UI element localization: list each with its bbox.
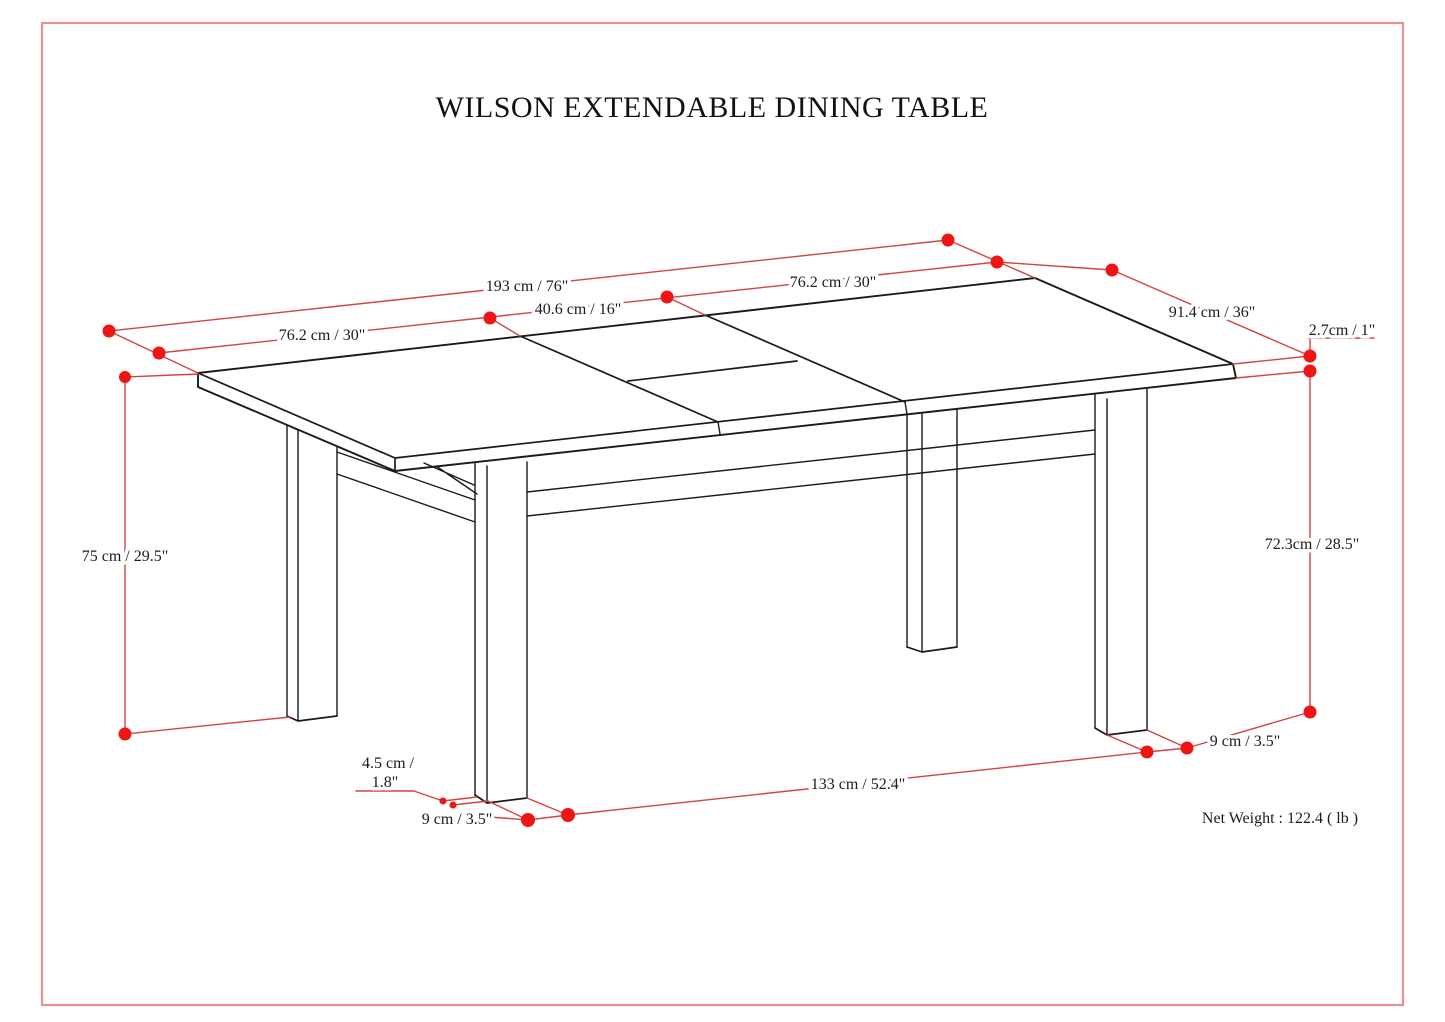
dim-label-right-section: 76.2 cm / 30" (789, 274, 877, 291)
dim-label-total-length: 193 cm / 76" (485, 278, 569, 295)
dim-label-leaf-width: 40.6 cm / 16" (534, 301, 622, 318)
dim-label-foot-height-line2: 1.8" (371, 774, 399, 791)
dim-label-leg-span: 133 cm / 52.4" (810, 776, 906, 793)
dim-label-leg-width-front: 9 cm / 3.5" (421, 811, 493, 828)
table-drawing (198, 278, 1236, 803)
table-top (198, 278, 1236, 471)
page-border (42, 23, 1403, 1005)
table-leg-front-left (475, 462, 527, 803)
table-leg-front-right (1095, 389, 1147, 735)
dim-label-leg-width-right: 9 cm / 3.5" (1209, 733, 1281, 750)
net-weight-text: Net Weight : 122.4 ( lb ) (1201, 810, 1359, 827)
table-leg-back-left (287, 425, 337, 721)
dim-label-overall-height: 75 cm / 29.5" (81, 548, 169, 565)
dim-label-left-section: 76.2 cm / 30" (278, 327, 366, 344)
dim-label-foot-height-line1: 4.5 cm / (362, 755, 414, 772)
diagram-title: WILSON EXTENDABLE DINING TABLE (435, 91, 989, 124)
table-leg-back-right (907, 402, 957, 652)
dim-label-depth: 91.4 cm / 36" (1168, 304, 1256, 321)
dim-label-underside-height: 72.3cm / 28.5" (1264, 536, 1360, 553)
dim-label-top-thickness: 2.7cm / 1" (1308, 322, 1376, 339)
